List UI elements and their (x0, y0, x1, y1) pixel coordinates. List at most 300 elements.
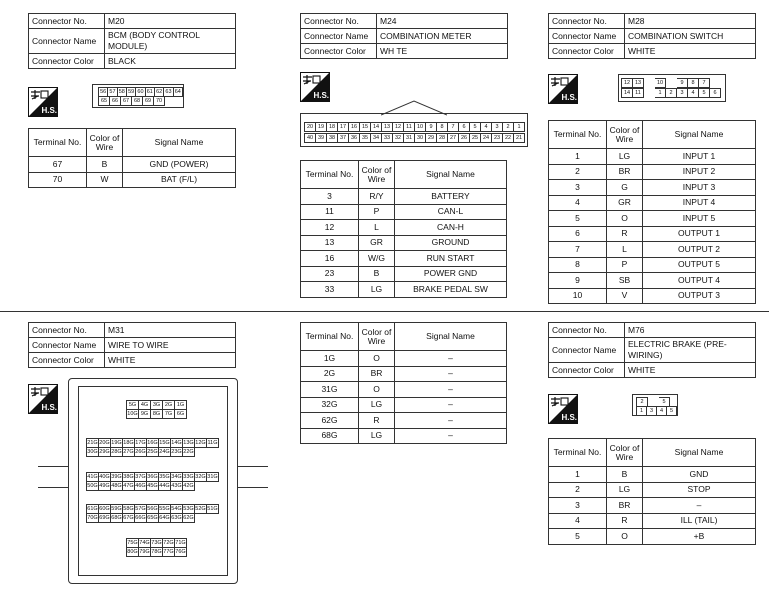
connector-pin: 74G (139, 540, 150, 546)
connector-pin: 2 (666, 89, 677, 98)
table-cell: GR (359, 235, 395, 251)
connector-pin: 15 (360, 123, 371, 132)
connector-pin: 66 (110, 97, 121, 106)
connector-pin: 56 (100, 89, 107, 95)
table-cell: 4 (549, 195, 607, 211)
connector-pin: 61 (146, 89, 153, 95)
table-cell: 2G (301, 366, 359, 382)
connector-pin: 19 (316, 123, 327, 132)
connector-pin: 11 (633, 89, 644, 98)
hs-label: H.S. (561, 93, 577, 102)
connector-pin: 26G (135, 449, 146, 455)
table-cell: +B (643, 529, 756, 545)
table-cell: SB (607, 273, 643, 289)
table-cell: BATTERY (395, 189, 507, 205)
table-row (549, 149, 756, 165)
column-header: Signal Name (395, 323, 507, 351)
table-row (301, 413, 507, 429)
connector-pin: 66G (135, 515, 146, 521)
table-row (301, 251, 507, 267)
table-cell: – (643, 498, 756, 514)
m24-connector-no: M24 (377, 14, 508, 29)
connector-pin: 19G (111, 440, 122, 446)
table-cell: – (395, 366, 507, 382)
connector-pin: 12 (622, 79, 633, 88)
table-cell: RUN START (395, 251, 507, 267)
table-cell: OUTPUT 3 (643, 288, 756, 304)
table-cell: O (607, 529, 643, 545)
table-row (549, 242, 756, 258)
m31-signal-table (300, 322, 507, 444)
connector-pin: 9G (139, 410, 151, 419)
m20-info-table: Connector No. M20 Connector Name BCM (BODY CONTROL MODULE) Connector Color BLACK (28, 13, 236, 69)
connector-pin: 6 (459, 123, 470, 132)
connector-pin: 11G (207, 440, 218, 446)
table-cell: GR (607, 195, 643, 211)
connector-pin: 47G (123, 483, 134, 489)
connector-pin: 54G (171, 506, 182, 512)
table-cell: OUTPUT 1 (643, 226, 756, 242)
connector-pin: 4 (657, 407, 667, 416)
hs-label: H.S. (41, 403, 57, 412)
table-cell: OUTPUT 2 (643, 242, 756, 258)
connector-pin: 59 (128, 89, 135, 95)
connector-pin: 5 (699, 89, 710, 98)
table-row (549, 180, 756, 196)
connector-pin: 71G (175, 540, 186, 546)
connector-pin: 69 (143, 97, 154, 106)
m76-connector-face (632, 394, 678, 416)
table-cell: STOP (643, 482, 756, 498)
connector-pin: 24G (159, 449, 170, 455)
hs-logo-icon (548, 74, 578, 104)
connector-pin: 32 (393, 134, 404, 143)
table-row (301, 382, 507, 398)
connector-pin: 20G (99, 440, 110, 446)
connector-pin: 20 (305, 123, 316, 132)
connector-pin: 5 (667, 407, 677, 416)
table-cell: CAN-H (395, 220, 507, 236)
connector-pin: 63G (171, 515, 182, 521)
column-header: Color of Wire (359, 161, 395, 189)
table-cell: POWER GND (395, 266, 507, 282)
connector-pin: 58 (118, 89, 125, 95)
connector-pin: 55G (159, 506, 170, 512)
column-header: Terminal No. (301, 161, 359, 189)
connector-pin: 1G (175, 401, 187, 410)
connector-pin: 7 (448, 123, 459, 132)
connector-pin: 57G (135, 506, 146, 512)
table-row (301, 397, 507, 413)
connector-pin: 8 (437, 123, 448, 132)
table-cell: 3 (549, 180, 607, 196)
table-cell: 67 (29, 157, 87, 173)
table-cell: R (607, 513, 643, 529)
table-row (549, 164, 756, 180)
m76-connector-name: ELECTRIC BRAKE (PRE-WIRING) (625, 338, 756, 363)
table-cell: 62G (301, 413, 359, 429)
connector-pin (644, 89, 655, 98)
connector-pin: 75G (127, 540, 138, 546)
connector-pin: 13 (382, 123, 393, 132)
m31-pin-block (86, 504, 219, 523)
table-cell: 5 (549, 211, 607, 227)
connector-pin: 14 (371, 123, 382, 132)
connector-pin: 44G (159, 483, 170, 489)
table-cell: – (395, 351, 507, 367)
connector-pin: 42G (183, 483, 194, 489)
connector-pin: 56G (147, 506, 158, 512)
table-cell: 5 (549, 529, 607, 545)
table-cell: 12 (301, 220, 359, 236)
connector-pin: 43G (171, 483, 182, 489)
connector-pin: 60 (137, 89, 144, 95)
table-cell: 1 (549, 149, 607, 165)
table-cell: V (607, 288, 643, 304)
table-cell: 8 (549, 257, 607, 273)
table-cell: W/G (359, 251, 395, 267)
connector-pin: 28 (437, 134, 448, 143)
m76-connector-color: WHITE (625, 363, 756, 378)
table-cell: 1G (301, 351, 359, 367)
connector-pin: 34G (171, 474, 182, 480)
m31-pin-block (126, 538, 187, 557)
connector-pin: 30 (415, 134, 426, 143)
connector-pin: 29G (99, 449, 110, 455)
table-cell: W (87, 172, 123, 188)
connector-pin: 45G (147, 483, 158, 489)
table-cell: 9 (549, 273, 607, 289)
connector-pin: 6G (175, 410, 187, 419)
column-header: Color of Wire (607, 439, 643, 467)
table-cell: BAT (F/L) (123, 172, 236, 188)
table-cell: GND (POWER) (123, 157, 236, 173)
connector-pin: 63 (165, 89, 172, 95)
connector-pin: 16 (349, 123, 360, 132)
table-cell: – (395, 428, 507, 444)
connector-pin: 25G (147, 449, 158, 455)
table-row (549, 288, 756, 304)
table-row (301, 266, 507, 282)
connector-pin: 7G (163, 410, 175, 419)
connector-pin: 22G (183, 449, 194, 455)
m28-connector-no: M28 (625, 14, 756, 29)
connector-pin: 21 (514, 134, 525, 143)
connector-pin: 6 (710, 89, 721, 98)
m20-connector-name: BCM (BODY CONTROL MODULE) (105, 29, 236, 54)
table-row (301, 189, 507, 205)
connector-pin: 33 (382, 134, 393, 143)
connector-pin: 30G (87, 449, 98, 455)
connector-pin: 72G (163, 540, 174, 546)
connector-pin: 12 (393, 123, 404, 132)
connector-pin: 35 (360, 134, 371, 143)
connector-pin: 67 (121, 97, 132, 106)
connector-pin: 52G (195, 506, 206, 512)
connector-pin: 78G (151, 549, 162, 555)
connector-pin: 80G (127, 549, 138, 555)
connector-pin: 2 (637, 398, 648, 407)
connector-pin: 12G (195, 440, 206, 446)
m28-connector-face (618, 74, 726, 102)
connector-pin (666, 79, 677, 88)
connector-pin: 60G (99, 506, 110, 512)
table-row (301, 351, 507, 367)
connector-pin: 4 (688, 89, 699, 98)
table-row (549, 513, 756, 529)
connector-pin: 2 (503, 123, 514, 132)
connector-pin: 5G (127, 401, 139, 410)
table-cell: 16 (301, 251, 359, 267)
table-row (549, 211, 756, 227)
table-cell: LG (359, 397, 395, 413)
connector-pin: 23G (171, 449, 182, 455)
connector-pin: 29 (426, 134, 437, 143)
m20-connector-color: BLACK (105, 54, 236, 69)
connector-pin: 57 (109, 89, 116, 95)
connector-pin: 64G (159, 515, 170, 521)
connector-pin: 10G (127, 411, 138, 417)
connector-pin: 50G (87, 483, 98, 489)
hs-label: H.S. (41, 106, 57, 115)
connector-pin: 21G (87, 440, 98, 446)
connector-pin: 79G (139, 549, 150, 555)
connector-pin: 59G (111, 506, 122, 512)
m28-connector-name: COMBINATION SWITCH (625, 29, 756, 44)
m20-connector-face (92, 84, 184, 108)
connector-pin: 3 (492, 123, 503, 132)
connector-pin: 14 (622, 89, 633, 98)
connector-pin: 31G (207, 474, 218, 480)
connector-pin: 13 (633, 79, 644, 88)
connector-pin: 37G (135, 474, 146, 480)
table-cell: 33 (301, 282, 359, 298)
connector-pin: 24 (481, 134, 492, 143)
connector-pin: 77G (163, 549, 174, 555)
table-cell: CAN-L (395, 204, 507, 220)
table-row (549, 482, 756, 498)
m31-connector-name: WIRE TO WIRE (105, 338, 236, 353)
connector-pin: 51G (207, 506, 218, 512)
connector-pin: 2G (163, 401, 175, 410)
table-cell: LG (607, 482, 643, 498)
column-header: Signal Name (643, 121, 756, 149)
connector-pin: 27G (123, 449, 134, 455)
table-row (301, 428, 507, 444)
connector-pin: 1 (655, 89, 666, 98)
table-cell: LG (359, 282, 395, 298)
connector-pin: 18 (327, 123, 338, 132)
table-cell: BR (359, 366, 395, 382)
table-cell: BR (607, 498, 643, 514)
column-header: Signal Name (395, 161, 507, 189)
m31-connector-no: M31 (105, 323, 236, 338)
m28-signal-table (548, 120, 756, 304)
table-cell: P (607, 257, 643, 273)
connector-pin: 3 (677, 89, 688, 98)
m31-connector-color: WHITE (105, 353, 236, 368)
connector-pin: 64 (174, 89, 181, 95)
table-row (29, 172, 236, 188)
table-cell: P (359, 204, 395, 220)
connector-pin: 38 (327, 134, 338, 143)
hs-logo-icon (548, 394, 578, 424)
connector-pin: 27 (448, 134, 459, 143)
connector-pin: 3G (151, 401, 163, 410)
table-cell: B (87, 157, 123, 173)
connector-pin: 25 (470, 134, 481, 143)
column-header: Color of Wire (607, 121, 643, 149)
connector-pin: 1 (637, 407, 647, 416)
m24-connector-name: COMBINATION METER (377, 29, 508, 44)
table-cell: O (359, 382, 395, 398)
connector-pin: 53G (183, 506, 194, 512)
connector-pin: 26 (459, 134, 470, 143)
connector-pin: 39 (316, 134, 327, 143)
column-header: Terminal No. (549, 121, 607, 149)
table-row (549, 257, 756, 273)
table-row (301, 235, 507, 251)
table-cell: 70 (29, 172, 87, 188)
connector-pin: 49G (99, 483, 110, 489)
connector-pin: 11 (404, 123, 415, 132)
m24-connector-color: WH TE (377, 44, 508, 59)
m31-connector-housing (38, 378, 268, 586)
m76-info-table: Connector No. M76 Connector Name ELECTRIC BRAKE (PRE-WIRING) Connector Color WHITE (548, 322, 756, 378)
table-row (549, 467, 756, 483)
connector-pin: 1 (514, 123, 525, 132)
m28-connector-color: WHITE (625, 44, 756, 59)
table-cell: 2 (549, 164, 607, 180)
table-cell: 2 (549, 482, 607, 498)
table-cell: 10 (549, 288, 607, 304)
table-cell: ILL (TAIL) (643, 513, 756, 529)
column-header: Signal Name (643, 439, 756, 467)
table-cell: 1 (549, 467, 607, 483)
connector-pin: 65G (147, 515, 158, 521)
table-cell: – (395, 413, 507, 429)
table-cell: – (395, 382, 507, 398)
connector-pin (644, 79, 655, 88)
connector-pin: 10 (655, 79, 666, 88)
m28-info-table: Connector No. M28 Connector Name COMBINATION SWITCH Connector Color WHITE (548, 13, 756, 59)
connector-pin: 8G (151, 410, 163, 419)
table-cell: INPUT 3 (643, 180, 756, 196)
connector-pin: 13G (183, 440, 194, 446)
table-cell: 32G (301, 397, 359, 413)
connector-pin: 76G (175, 549, 186, 555)
table-cell: BR (607, 164, 643, 180)
table-row (301, 204, 507, 220)
connector-pin: 4G (139, 401, 151, 410)
table-row (549, 498, 756, 514)
connector-pin: 23 (492, 134, 503, 143)
connector-pin: 48G (111, 483, 122, 489)
table-cell: L (359, 220, 395, 236)
m31-info-table: Connector No. M31 Connector Name WIRE TO WIRE Connector Color WHITE (28, 322, 236, 368)
hs-logo-icon (300, 72, 330, 102)
table-row (549, 226, 756, 242)
connector-pin: 68G (111, 515, 122, 521)
table-cell: INPUT 1 (643, 149, 756, 165)
connector-pin: 40G (99, 474, 110, 480)
table-row (549, 273, 756, 289)
table-row (29, 157, 236, 173)
connector-pin: 15G (159, 440, 170, 446)
connector-pin: 41G (87, 474, 98, 480)
table-cell: GND (643, 467, 756, 483)
table-row (301, 282, 507, 298)
connector-pin: 5 (659, 398, 670, 407)
hs-label: H.S. (561, 413, 577, 422)
m76-signal-table (548, 438, 756, 545)
section-divider (0, 311, 769, 312)
table-cell: 6 (549, 226, 607, 242)
table-cell: GROUND (395, 235, 507, 251)
connector-pin: 46G (135, 483, 146, 489)
table-cell: 31G (301, 382, 359, 398)
connector-pin: 40 (305, 134, 316, 143)
m20-connector-no: M20 (105, 14, 236, 29)
table-cell: 23 (301, 266, 359, 282)
table-cell: 3 (549, 498, 607, 514)
connector-pin: 62G (183, 515, 194, 521)
m24-info-table: Connector No. M24 Connector Name COMBINATION METER Connector Color WH TE (300, 13, 508, 59)
table-cell: BRAKE PEDAL SW (395, 282, 507, 298)
table-cell: B (359, 266, 395, 282)
column-header: Terminal No. (549, 439, 607, 467)
m24-signal-table (300, 160, 507, 298)
table-cell: 4 (549, 513, 607, 529)
table-cell: 7 (549, 242, 607, 258)
table-cell: R/Y (359, 189, 395, 205)
connector-pin: 31 (404, 134, 415, 143)
m31-pin-block (126, 400, 187, 419)
connector-pin: 35G (159, 474, 170, 480)
connector-pin: 16G (147, 440, 158, 446)
table-cell: 3 (301, 189, 359, 205)
connector-pin: 37 (338, 134, 349, 143)
hs-label: H.S. (313, 91, 329, 100)
table-cell: 11 (301, 204, 359, 220)
connector-pin: 4 (481, 123, 492, 132)
table-cell: O (359, 351, 395, 367)
connector-pin: 36G (147, 474, 158, 480)
m20-signal-table (28, 128, 236, 188)
column-header: Color of Wire (359, 323, 395, 351)
table-row (549, 529, 756, 545)
connector-pin: 18G (123, 440, 134, 446)
connector-pin: 10 (415, 123, 426, 132)
m31-pin-block (86, 438, 219, 457)
table-cell: OUTPUT 4 (643, 273, 756, 289)
connector-pin: 9 (426, 123, 437, 132)
connector-pin: 70 (154, 97, 165, 106)
connector-pin: 73G (151, 540, 162, 546)
table-cell: 13 (301, 235, 359, 251)
table-cell: O (607, 211, 643, 227)
connector-pin: 8 (688, 79, 699, 88)
connector-pin: 3 (647, 407, 657, 416)
table-cell: R (359, 413, 395, 429)
hs-logo-icon (28, 87, 58, 117)
connector-pin: 70G (87, 515, 98, 521)
connector-pin: 62 (156, 89, 163, 95)
table-cell: L (607, 242, 643, 258)
connector-pin: 17G (135, 440, 146, 446)
connector-pin: 33G (183, 474, 194, 480)
column-header: Terminal No. (29, 129, 87, 157)
